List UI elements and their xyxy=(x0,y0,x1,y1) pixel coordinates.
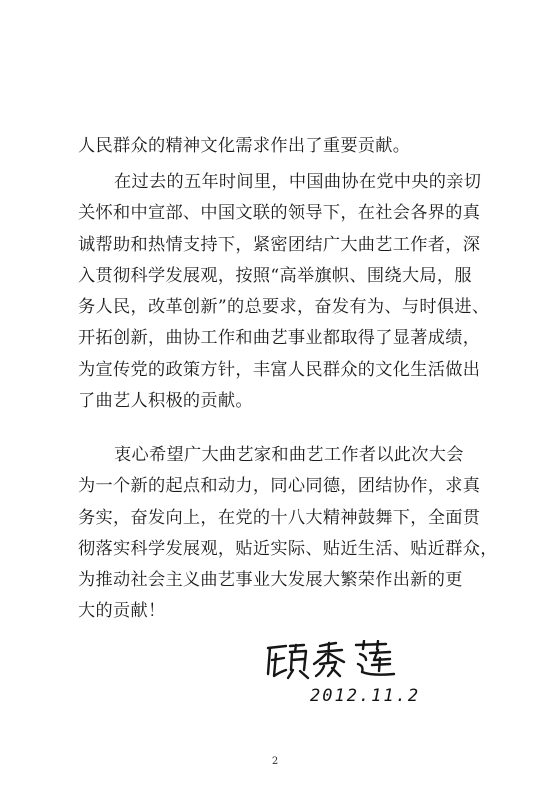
text-line: 彻落实科学发展观，贴近实际、贴近生活、贴近群众， xyxy=(78,538,498,559)
text-line: 入贯彻科学发展观，按照“高举旗帜、围绕大局，服 xyxy=(78,265,472,286)
text-line: 诚帮助和热情支持下，紧密团结广大曲艺工作者，深 xyxy=(78,234,481,255)
text-line: 为一个新的起点和动力，同心同德，团结协作，求真 xyxy=(78,476,481,497)
paragraph-2 xyxy=(78,167,490,417)
text-line: 衷心希望广大曲艺家和曲艺工作者以此次大会 xyxy=(114,445,464,465)
text-line: 大的贡献！ xyxy=(78,601,166,622)
text-line: 在过去的五年时间里，中国曲协在党中央的亲切 xyxy=(114,172,482,192)
text-line: 务人民，改革创新”的总要求，奋发有为、与时俱进、 xyxy=(78,297,490,318)
text-line: 为推动社会主义曲艺事业大发展大繁荣作出新的更 xyxy=(78,570,463,591)
paragraph-3 xyxy=(78,440,498,628)
text-line: 为宣传党的政策方针，丰富人民群众的文化生活做出 xyxy=(78,359,481,380)
text-line: 了曲艺人积极的贡献。 xyxy=(78,391,253,412)
text-line: 人民群众的精神文化需求作出了重要贡献。 xyxy=(78,136,411,156)
paragraph-1 xyxy=(78,131,486,162)
text-line: 务实，奋发向上，在党的十八大精神鼓舞下，全面贯 xyxy=(78,507,481,528)
handwritten-signature xyxy=(262,640,402,682)
page-number: 2 xyxy=(271,756,279,767)
text-line: 关怀和中宣部、中国文联的领导下，在社会各界的真 xyxy=(78,203,481,224)
signature-stroke-art xyxy=(262,640,402,682)
signature-date: 2012.11.2 xyxy=(310,686,421,706)
text-line: 开拓创新，曲协工作和曲艺事业都取得了显著成绩， xyxy=(78,328,481,349)
